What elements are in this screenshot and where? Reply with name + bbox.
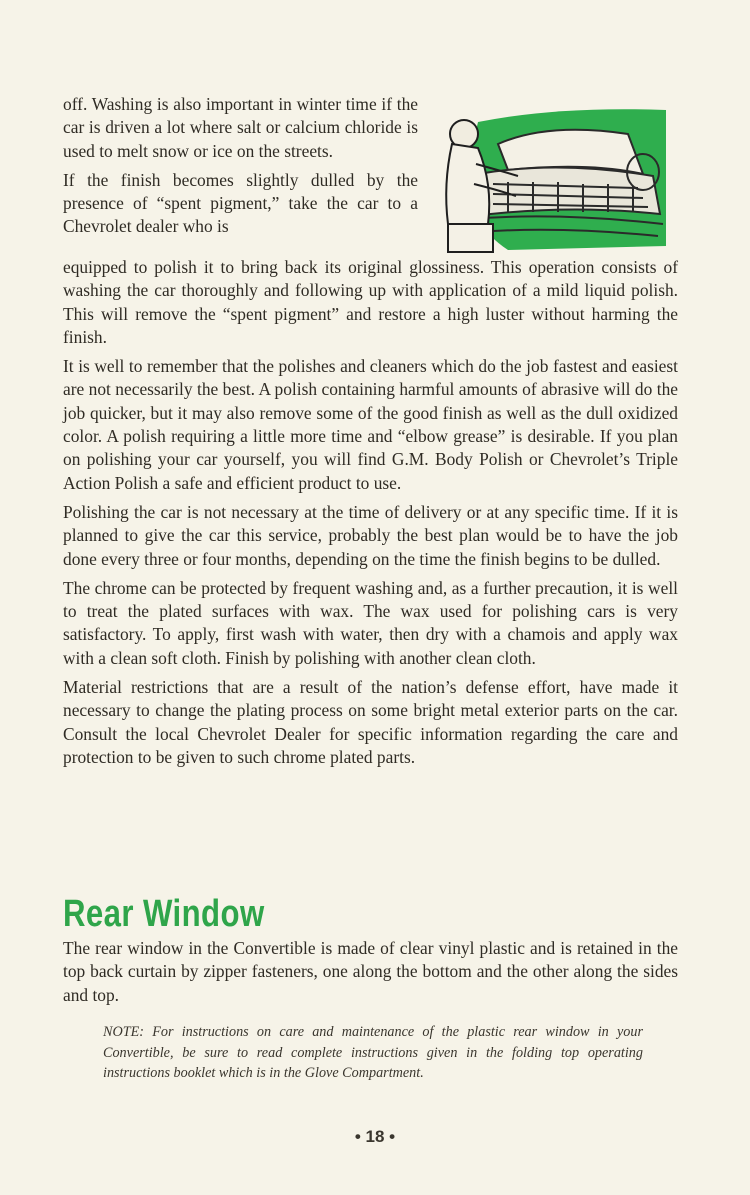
body-paragraph: It is well to remember that the polishes and cleaners which do the job fastest and easiest are not necessarily the best. A polish containing harmful amounts of abrasive will do the job quicker, but it may also remove some of the good finish as well as the dull oxidized color. A polish requiring a little more time and “elbow grease” is desirable. If you plan on polishing your car yourself, you will find G.M. Body Polish or Chevrolet’s Triple Action Polish a safe and efficient product to use. [63, 356, 678, 493]
body-paragraph: The chrome can be protected by frequent washing and, as a further precaution, it is well to treat the plated surfaces with wax. The wax used for polishing cars is very satisfactory. To apply, first wash with water, then dry with a chamois and apply wax with a clean soft cloth. Finish by polishing with another clean cloth. [63, 577, 678, 668]
note-text: NOTE: For instructions on care and maintenance of the plastic rear window in your Convertible, be sure to read complete instructions given in the folding top operating instructions booklet which is in the Glove Compartment. [103, 1024, 643, 1081]
main-text [63, 256, 678, 775]
intro-column [63, 93, 418, 239]
intro-paragraph-2: If the finish becomes slightly dulled by the presence of “spent pigment,” take the car to a Chevrolet dealer who is [63, 169, 418, 237]
section-heading: Rear Window [63, 893, 265, 935]
body-paragraph: Material restrictions that are a result of the nation’s defense effort, have made it necessary to change the plating process on some bright metal exterior parts on the car. Consult the local Chevrolet Dealer for specific information regarding the care and protection to be given to such chrome plated parts. [63, 677, 678, 767]
page-number: • 18 • [354, 1127, 396, 1146]
car-polishing-illustration [438, 104, 668, 254]
continuation-paragraph: equipped to polish it to bring back its original glossiness. This operation consists of washing the car thoroughly and following up with application of a mild liquid polish. This will remove the “spent pigment” and restore a high luster without harming the finish. [63, 257, 678, 347]
intro-paragraph-1: off. Washing is also important in winter time if the car is driven a lot where salt or calcium chloride is used to melt snow or ice on the streets. [63, 94, 418, 161]
body-paragraph: Polishing the car is not necessary at the time of delivery or at any specific time. If it is planned to give the car this service, probably the best plan would be to have the job done every three or four months, depending on the time the finish begins to be dulled. [63, 501, 678, 569]
section-body-paragraph: The rear window in the Convertible is made of clear vinyl plastic and is retained in the top back curtain by zipper fasteners, one along the bottom and the other along the sides and top. [63, 938, 678, 1005]
section-body [63, 937, 678, 1013]
